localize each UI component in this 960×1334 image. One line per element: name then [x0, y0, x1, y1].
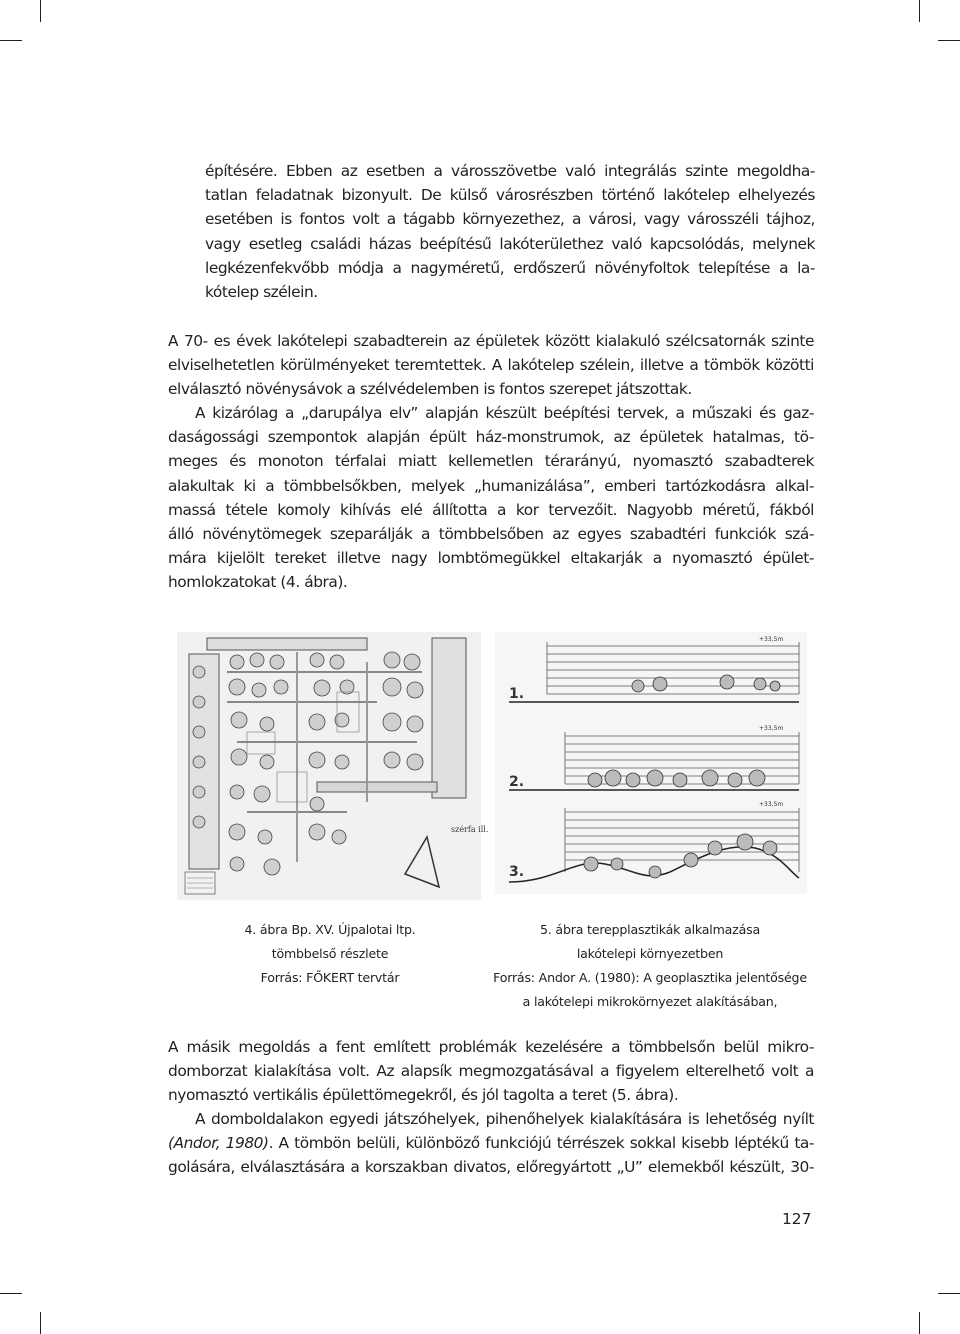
text-line: domborzat kialakítása volt. Az alapsík megmozgatásával a figyelem elterelhető volt a — [168, 1062, 814, 1081]
text-line: álló növénytömegek szeparálják a tömbbelsőben az egyes szabadtéri funkciók szá- — [168, 525, 814, 544]
text-line: golására, elválasztására a korszakban divatos, előregyártott „U” elemekből készült, 30- — [168, 1158, 814, 1177]
caption-line: lakótelepi környezetben — [576, 946, 724, 961]
text-line: esetében is fontos volt a tágabb környezethez, a városi, vagy városszéli tájhoz, — [205, 210, 815, 229]
paragraph-1 — [205, 159, 815, 304]
section-1 — [509, 636, 799, 702]
handwritten-note: szérfa ill. — [451, 825, 489, 834]
text-line: kótelep szélein. — [205, 283, 318, 302]
section-label: 1. — [509, 686, 525, 702]
text-line: daságossági szempontok alapján épült ház-monstrumok, az épületek hatalmas, tö- — [168, 428, 814, 447]
terrain-sections-drawing — [495, 632, 807, 894]
text-line: mára kijelölt tereket illetve nagy lombtömegükkel eltakarják a nyomasztó épület- — [168, 549, 814, 568]
text-line: A kizárólag a „darupálya elv” alapján készült beépítési tervek, a műszaki és gaz- — [195, 404, 814, 422]
section-label: 2. — [509, 774, 525, 790]
paragraph-2 — [168, 329, 814, 402]
section-2 — [509, 725, 799, 790]
figure-5-caption — [480, 918, 820, 1014]
text-line: elviselhetetlen körülményeket teremtettek. A lakótelep szélein, illetve a tömbök közötti — [168, 356, 814, 375]
caption-line: 5. ábra terepplasztikák alkalmazása — [540, 922, 760, 937]
level-label: +33,5m — [759, 636, 784, 643]
text-line: massá tétele komoly kihívás elé állította a kor tervezőit. Nagyobb méretű, fákból — [168, 500, 814, 519]
caption-line: 4. ábra Bp. XV. Újpalotai ltp. — [244, 922, 416, 937]
text-line: meges és monoton térfalai miatt kellemetlen térarányú, nyomasztó szabadterek — [168, 452, 814, 471]
crop-mark — [919, 0, 920, 22]
crop-mark — [0, 1293, 22, 1294]
text-line: A másik megoldás a fent említett problémák kezelésére a tömbbelsőn belül mikro- — [168, 1038, 814, 1056]
site-plan-drawing — [177, 632, 489, 900]
figure-4-site-plan — [177, 632, 489, 900]
figure-5-terrain-sections — [495, 632, 807, 894]
text-line: homlokzatokat (4. ábra). — [168, 573, 348, 592]
page-number: 127 — [782, 1210, 812, 1228]
crop-mark — [0, 40, 22, 41]
section-3 — [509, 801, 799, 882]
text-line — [168, 1131, 814, 1155]
text-line: elválasztó növénysávok a szélvédelemben is fontos szerepet játszottak. — [168, 380, 692, 399]
citation: (Andor, 1980) — [168, 1134, 269, 1153]
text-fragment: . A tömbön belüli, különböző funkciójú térrészek sokkal kisebb léptékű ta- — [268, 1134, 814, 1153]
crop-mark — [938, 1293, 960, 1294]
paragraph-4 — [168, 1035, 814, 1108]
caption-line: Forrás: Andor A. (1980): A geoplasztika jelentősége — [493, 970, 807, 985]
crop-mark — [938, 40, 960, 41]
text-line: alakultak ki a tömbbelsőkben, melyek „humanizálása”, emberi tartózkodásra alkal- — [168, 476, 814, 495]
text-line: építésére. Ebben az esetben a városszövetbe való integrálás szinte megoldha- — [205, 162, 815, 180]
level-label: +33,5m — [759, 801, 784, 808]
text-line: A domboldalakon egyedi játszóhelyek, pihenőhelyek kialakítására is lehetőség nyílt — [195, 1110, 814, 1128]
level-label: +33,5m — [759, 725, 784, 732]
text-line: vagy esetleg családi házas beépítésű lakóterülethez való kapcsolódás, melynek — [205, 234, 815, 253]
text-line: nyomasztó vertikális épülettömegekről, és jól tagolta a teret (5. ábra). — [168, 1086, 679, 1105]
caption-line: Forrás: FŐKERT tervtár — [260, 970, 400, 985]
caption-line: tömbbelső részlete — [271, 946, 389, 961]
figure-4-caption — [210, 918, 450, 990]
text-line: A 70- es évek lakótelepi szabadterein az épületek között kialakuló szélcsatornák szinte — [168, 332, 814, 350]
paragraph-5 — [168, 1107, 814, 1180]
crop-mark — [40, 0, 41, 22]
section-label: 3. — [509, 864, 525, 880]
crop-mark — [919, 1312, 920, 1334]
text-line: tatlan feladatnak bizonyult. De külső városrészben történő lakótelep elhelyezés — [205, 186, 815, 205]
caption-line: a lakótelepi mikrokörnyezet alakításában, — [522, 994, 778, 1009]
text-line: legkézenfekvőbb módja a nagyméretű, erdőszerű növényfoltok telepítése a la- — [205, 258, 815, 277]
paragraph-3 — [168, 401, 814, 595]
crop-mark — [40, 1312, 41, 1334]
